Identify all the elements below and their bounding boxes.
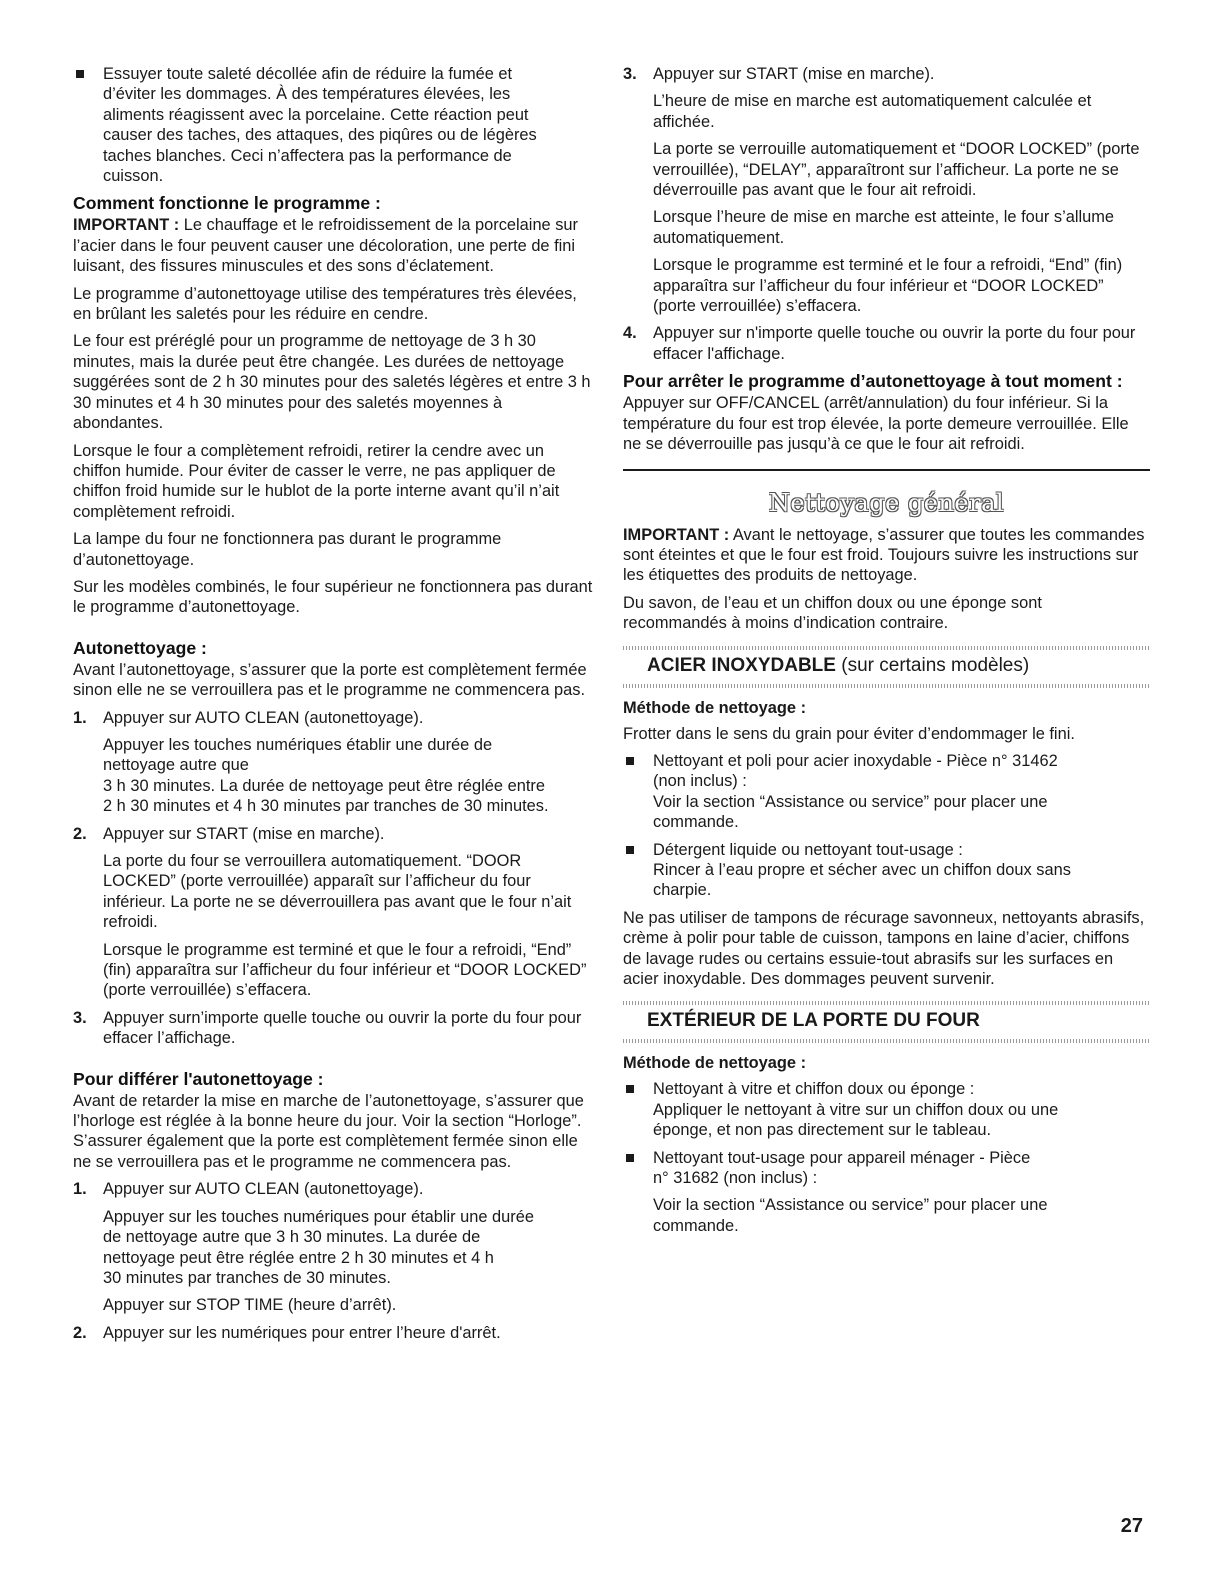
general-soap-note: Du savon, de l’eau et un chiffon doux ou une éponge sont recommandés à moins d’indication contraire. — [623, 593, 1042, 633]
delay-intro: Avant de retarder la mise en marche de l’autonettoyage, s’assurer que l’horloge est réglée à la bonne heure du jour. Voir la section “Horloge”. S’assurer également que la porte est complètement fermée sinon elle ne se verrouillera pas et le programme ne commencera pas. — [73, 1091, 584, 1171]
self-clean-step-3: 3. Appuyer surn’importe quelle touche ou ouvrir la porte du four pour effacer l’affichage. — [73, 1008, 582, 1048]
stop-heading: Pour arrêter le programme d’autonettoyage à tout moment : — [623, 371, 1123, 392]
how-it-works-heading: Comment fonctionne le programme : — [73, 193, 381, 214]
section-divider — [623, 469, 1150, 471]
delay-step-3-detail-d: Lorsque le programme est terminé et le four a refroidi, “End” (fin) apparaîtra sur l’afficheur du four inférieur et “DOOR LOCKED” (porte verrouillée) s’effacera. — [653, 256, 1123, 316]
paragraph-oven-light: La lampe du four ne fonctionnera pas durant le programme d’autonettoyage. — [73, 530, 502, 569]
self-clean-step-1: 1. Appuyer sur AUTO CLEAN (autonettoyage). — [73, 708, 424, 727]
delay-step-2: 2. Appuyer sur les numériques pour entrer l’heure d'arrêt. — [73, 1323, 501, 1342]
stainless-steel-band — [623, 646, 1150, 688]
delay-step-1-detail: Appuyer sur les touches numériques pour établir une durée de nettoyage autre que 3 h 30 minutes. La durée de nettoyage peut être réglée entre 2 h 30 minutes et 4 h 30 minutes par tranches de 30 minutes. — [103, 1207, 534, 1287]
page-number: 27 — [1120, 1515, 1143, 1537]
self-clean-intro: Avant l’autonettoyage, s’assurer que la porte est complètement fermée sinon elle ne se verrouillera pas et le programme ne commencera pas. — [73, 660, 587, 700]
general-important-note: IMPORTANT : Avant le nettoyage, s’assurer que toutes les commandes sont éteintes et que le four est froid. Toujours suivre les instructions sur les étiquettes des produits de nettoyage. — [623, 525, 1145, 585]
general-cleaning-title: Nettoyage général — [768, 488, 1005, 517]
door-bullet-2-detail: Voir la section “Assistance ou service” pour placer une commande. — [653, 1196, 1048, 1235]
self-clean-heading: Autonettoyage : — [73, 637, 207, 658]
left-column — [73, 64, 593, 1350]
paragraph-preset-duration: Le four est préréglé pour un programme de nettoyage de 3 h 30 minutes, mais la durée peut être changée. Les durées de nettoyage suggérées sont de 2 h 30 minutes pour des saletés légères et entre 3 h 30 minutes et 4 h 30 minutes pour des saletés moyennes à abondantes. — [73, 332, 591, 433]
delay-step-3: 3. Appuyer sur START (mise en marche). — [623, 65, 935, 83]
important-note: IMPORTANT : Le chauffage et le refroidissement de la porcelaine sur l’acier dans le four peuvent causer une décoloration, une perte de fini luisant, des fissures minuscules et des sons d’éclatement. — [73, 216, 578, 276]
stainless-bullet-2: Détergent liquide ou nettoyant tout-usage : Rincer à l’eau propre et sécher avec un chiffon doux sans charpie. — [623, 840, 1150, 901]
stainless-grain-note: Frotter dans le sens du grain pour éviter d’endommager le fini. — [623, 724, 1075, 743]
door-exterior-title: EXTÉRIEUR DE LA PORTE DU FOUR — [647, 1010, 980, 1032]
stainless-bullet-1: Nettoyant et poli pour acier inoxydable - Pièce n° 31462 (non inclus) : Voir la section “Assistance ou service” pour placer une commande. — [623, 751, 1150, 833]
paragraph-combo-models: Sur les modèles combinés, le four supérieur ne fonctionnera pas durant le programme d’autonettoyage. — [73, 577, 593, 617]
delay-step-1-detail-2: Appuyer sur STOP TIME (heure d’arrêt). — [103, 1296, 397, 1315]
door-bullet-2: Nettoyant tout-usage pour appareil ménager - Pièce n° 31682 (non inclus) : — [623, 1148, 1150, 1189]
stainless-steel-title: ACIER INOXYDABLE (sur certains modèles) — [647, 654, 1030, 676]
door-method-heading: Méthode de nettoyage : — [623, 1054, 807, 1073]
stop-text: Appuyer sur OFF/CANCEL (arrêt/annulation) du four inférieur. Si la température du four est trop élevée, la porte demeure verrouillée. Elle ne se déverrouille pas jusqu’à ce que le four ait refroidi. — [623, 394, 1129, 454]
paragraph-remove-ash: Lorsque le four a complètement refroidi, retirer la cendre avec un chiffon humide. Pour éviter de casser le verre, ne pas appliquer de chiffon froid humide sur le hublot de la porte interne avant qu’il n’ait complètement refroidi. — [73, 441, 560, 521]
self-clean-step-2: 2. Appuyer sur START (mise en marche). — [73, 824, 385, 843]
delay-step-3-detail-b: La porte se verrouille automatiquement et “DOOR LOCKED” (porte verrouillée), “DELAY”, apparaîtront sur l’afficheur. La porte ne se déverrouille pas avant que le four ait refroidi. — [653, 140, 1140, 200]
delay-step-1: 1. Appuyer sur AUTO CLEAN (autonettoyage). — [73, 1180, 424, 1199]
door-bullet-1: Nettoyant à vitre et chiffon doux ou éponge : Appliquer le nettoyant à vitre sur un chiffon doux ou une éponge, et non pas directement sur le tableau. — [623, 1079, 1150, 1140]
door-exterior-band — [623, 1001, 1150, 1043]
intro-bullet: Essuyer toute saleté décollée afin de réduire la fumée et d’éviter les dommages. À des températures élevées, les aliments réagissent avec la porcelaine. Cette réaction peut causer des taches, des attaques, des piqûres ou de légères taches blanches. Ceci n’affectera pas la performance de cuisson. — [73, 64, 593, 186]
delay-step-3-detail-a: L’heure de mise en marche est automatiquement calculée et affichée. — [653, 92, 1092, 131]
stainless-warning: Ne pas utiliser de tampons de récurage savonneux, nettoyants abrasifs, crème à polir pour table de cuisson, tampons en laine d’acier, chiffons de lavage rudes ou certains essuie-tout abrasifs sur les surfaces en acier inoxydable. Des dommages peuvent survenir. — [623, 908, 1145, 988]
delay-heading: Pour différer l'autonettoyage : — [73, 1068, 324, 1089]
stainless-method-heading: Méthode de nettoyage : — [623, 698, 807, 717]
self-clean-step-1-detail: Appuyer les touches numériques établir une durée de nettoyage autre que 3 h 30 minutes. La durée de nettoyage peut être réglée entre 2 h 30 minutes et 4 h 30 minutes par tranches de 30 minutes. — [103, 735, 549, 816]
paragraph-high-temps: Le programme d’autonettoyage utilise des températures très élevées, en brûlant les saletés pour les réduire en cendre. — [73, 284, 577, 324]
delay-step-3-detail-c: Lorsque l’heure de mise en marche est atteinte, le four s’allume automatiquement. — [653, 208, 1115, 247]
delay-step-4: 4. Appuyer sur n'importe quelle touche ou ouvrir la porte du four pour effacer l'affichage. — [623, 324, 1136, 363]
self-clean-step-2-detail-1: La porte du four se verrouillera automatiquement. “DOOR LOCKED” (porte verrouillée) apparaît sur l’afficheur du four inférieur. La porte ne se déverrouillera pas avant que le four n’ait refroidi. — [103, 852, 572, 932]
right-column — [623, 64, 1150, 1243]
self-clean-step-2-detail-2: Lorsque le programme est terminé et que le four a refroidi, “End” (fin) apparaîtra sur l’afficheur du four inférieur et “DOOR LOCKED” (porte verrouillée) s’effacera. — [103, 940, 587, 1000]
